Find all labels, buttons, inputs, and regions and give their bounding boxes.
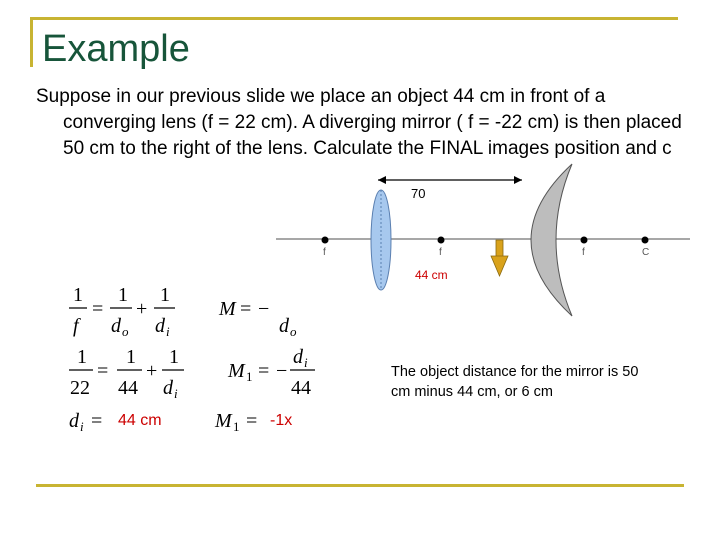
eq1m-do: d [279, 315, 289, 337]
eq3-equals: = [91, 410, 103, 432]
eq1-num-2: 1 [118, 284, 128, 306]
eq2-equals: = [97, 360, 109, 382]
eq2-di: d [163, 377, 173, 399]
eq1-plus: + [136, 298, 148, 320]
label-c-mirror: C [642, 247, 650, 258]
distance-label: 70 [411, 186, 426, 201]
eq2-di-sub: i [174, 386, 178, 401]
eq2m-M: M [228, 360, 245, 382]
eq1-num-1: 1 [73, 284, 83, 306]
eq1m-do-sub: o [290, 324, 297, 339]
eq1-do-sub: o [122, 324, 129, 339]
eq2-num-1: 1 [77, 346, 87, 368]
eq2-plus: + [146, 360, 158, 382]
eq2m-di-sub: i [304, 355, 308, 370]
eq1-f: f [73, 315, 79, 337]
label-f-mirror: f [582, 247, 585, 258]
eq2-num-2: 1 [126, 346, 136, 368]
eq1-equals: = [92, 298, 104, 320]
eq1-di-sub: i [166, 324, 170, 339]
eq3-di: d [69, 410, 79, 432]
eq1-do: d [111, 315, 121, 337]
eq1m-M: M [219, 298, 236, 320]
eq3m-value: -1x [270, 412, 293, 429]
label-f-right: f [439, 247, 442, 258]
eq2-22: 22 [70, 377, 90, 399]
eq1-di: d [155, 315, 165, 337]
eq3m-M: M [215, 410, 232, 432]
eq1m-equals: = [240, 298, 252, 320]
eq2m-di: d [293, 346, 303, 368]
slide-title: Example [42, 28, 190, 70]
eq3m-equals: = [246, 410, 258, 432]
eq1m-minus: − [258, 298, 270, 320]
eq2-44: 44 [118, 377, 138, 399]
mirror-distance-note: The object distance for the mirror is 50 cm minus 44 cm, or 6 cm [391, 364, 639, 400]
image-distance-label: 44 cm [415, 268, 448, 282]
eq3-di-sub: i [80, 419, 84, 434]
eq2m-minus: − [276, 360, 288, 382]
eq3-di-value: 44 cm [118, 412, 162, 429]
eq2-num-3: 1 [169, 346, 179, 368]
eq1-num-3: 1 [160, 284, 170, 306]
eq2m-equals: = [258, 360, 270, 382]
label-f-left: f [323, 247, 326, 258]
problem-text: Suppose in our previous slide we place an object 44 cm in front of a converging lens (f = 22 cm). A diverging mirror ( f = -22 cm) is then placed 50 cm to the right of the lens. Calculate the FINAL images position and c [36, 86, 682, 159]
eq2m-44: 44 [291, 377, 311, 399]
eq3m-sub: 1 [233, 419, 240, 434]
eq2m-sub: 1 [246, 369, 253, 384]
